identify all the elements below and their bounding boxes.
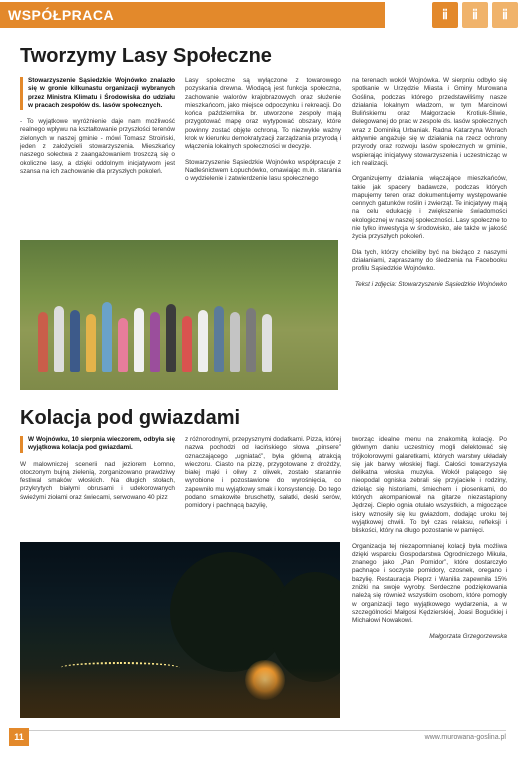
photo-credit: Tekst i zdjęcia: Stowarzyszenie Sąsiedzkie Wojnówko: [354, 280, 507, 288]
ground-glow: [20, 668, 340, 718]
person-figure: [118, 318, 128, 372]
paragraph: Organizacja tej niezapomnianej kolacji była możliwa dzięki wsparciu Gospodarstwa Ogrodniczego Mikuła, znanego jako „Pan Pomidor”, które dostarczyło pachnące i soczyste pomidory, czosnek, oregano i bazylię. Restauracja Pieprz i Wanilia zapewniła 15% zniżki na swoje wyroby. Serdeczne podziękowania należą się również wszystkim osobom, które pomogły w organizacji tego wyjątkowego wydarzenia, a w szczególności Małgosi Kędzierskiej, Joasi Bogućkiej i Michałowi Nowakowi.: [352, 542, 507, 625]
article-title: Kolacja pod gwiazdami: [20, 407, 241, 429]
article2-column-3: [352, 436, 507, 722]
paragraph: z różnorodnymi, przepysznymi dodatkami. Pizza, której nazwa pochodzi od łacińskiego słowa „pinsere” oznaczającego „ugniatać”, była główną atrakcją wieczoru. Ciasto na pizzę, przygotowane z drożdży, białej mąki i oliwy z oliwek, zostało starannie wyrobione i pozostawione do wyrośnięcia, co zapewniło mu wyjątkowy smak i konsystencję. Do tego podano smakowite bruschetty, sałatki, deski serów, pomidory i pachnącą bazylię,: [185, 436, 341, 510]
paragraph: Stowarzyszenie Sąsiedzkie Wojnówko współpracuje z Nadleśnictwem Łopuchówko, omawiając m.in. starania o wydzielenie i zatwierdzenie lasu społecznego: [185, 158, 341, 183]
person-figure: [70, 310, 80, 372]
article2-column-2: [185, 436, 341, 540]
person-figure: [182, 316, 192, 372]
section-label: WSPÓŁPRACA: [8, 7, 115, 23]
person-figure: [102, 302, 112, 372]
paragraph: W malowniczej scenerii nad jeziorem Łomno, otoczonym bujną zielenią, zorganizowano prawdziwy festiwal smaków włoskich. Na długich stołach, przykrytych białymi obrusami i udekorowanych świeżymi ziołami oraz świecami, serwowano 40 pizz: [20, 460, 175, 501]
paragraph: - To wyjątkowe wyróżnienie daje nam możliwość realnego wpływu na kształtowanie przyszłości terenów zielonych w naszej gminie - mówi Tomasz Stroiński, jeden z założycieli stowarzyszenia. Mieszkańcy naszego sołectwa z zaangażowaniem troszczą się o okoliczne lasy, a dzięki oddolnym inicjatywom jest szansa na ich zachowanie dla przyszłych pokoleń.: [20, 118, 175, 175]
group-photo: [20, 240, 338, 390]
article-lead: W Wojnówku, 10 sierpnia wieczorem, odbyła się wyjątkowa kolacja pod gwiazdami.: [20, 436, 175, 453]
person-figure: [246, 308, 256, 372]
article1-column-1: [20, 77, 175, 237]
article-title: Tworzymy Lasy Społeczne: [20, 45, 272, 67]
author-credit: Małgorzata Grzegorzewska: [429, 632, 507, 640]
paragraph: tworząc idealne menu na znakomitą kolację. Po głównym daniu uczestnicy mogli delektować się trójkolorowymi galaretkami, których warstwy układały się jak barwy włoskiej flagi. Całości towarzyszyła delikatna włoska muzyka. Wokół palącego się nieopodal ogniska zebrali się przyjaciele i rodziny, dzieląc się historiami, śmiechem i piosenkami, do których akompaniował na gitarze niezastąpiony Jędrzej. Ciepło ognia otulało wszystkich, a migoczące iskry wznosiły się ku gwiazdom, dodając uroku tej wyjątkowej chwili. To był czas relaksu, refleksji i bliskości, który na długo pozostanie w pamięci.: [352, 436, 507, 535]
person-figure: [230, 312, 240, 372]
article2-column-1: [20, 436, 175, 540]
website-link[interactable]: www.murowana-goslina.pl: [424, 734, 506, 741]
person-figure: [134, 308, 144, 372]
person-figure: [150, 312, 160, 372]
person-figure: [86, 314, 96, 372]
people-icon: ⅱ: [492, 2, 518, 28]
person-figure: [166, 304, 176, 372]
paragraph: Lasy społeczne są wyłączone z towarowego pozyskania drewna. Wiodącą jest funkcja społeczna, zachowanie walorów krajobrazowych oraz służenie mieszkańcom, jako miejsce odpoczynku i rekreacji. Do końca października br. utworzone zespoły mają przygotować mapę oraz wytypować obszary, które powinny zostać objęte ochroną. To niezwykle ważny krok w kierunku demokratyzacji zarządzania przyrodą i włączenia lokalnych społeczności w decyzje.: [185, 77, 341, 151]
page-number: 11: [9, 728, 29, 746]
people-icon: ⅱ: [462, 2, 488, 28]
article1-column-2: [185, 77, 341, 237]
night-dinner-photo: [20, 542, 340, 718]
article1-column-3: [352, 77, 507, 395]
header-icons: [432, 2, 518, 28]
person-figure: [198, 310, 208, 372]
person-figure: [38, 312, 48, 372]
people-icon: ⅱ: [432, 2, 458, 28]
person-figure: [262, 314, 272, 372]
footer-divider: [20, 730, 506, 731]
paragraph: na terenach wokół Wojnówka. W sierpniu odbyło się spotkanie w Urzędzie Miasta i Gminy Murowana Goślina, podczas którego przedstawiliśmy nasze działania lokalnym władzom, w tym Marcinowi Bulińskiemu oraz Małgorzacie Krotiuk-Śliwie, delegowanej do prac w zespole ds. lasów społecznych wraz z Dominiką Urbaniak. Radna Katarzyna Worach aktywnie angażuje się w działania na rzecz ochrony przyrody oraz rozwoju lasów społecznych w gminie, wspierając inicjatywy stowarzyszenia i uczestnicząc w ich realizacji.: [352, 77, 507, 167]
paragraph: Dla tych, którzy chcieliby być na bieżąco z naszymi działaniami, zapraszamy do śledzenia na Facebooku profilu Sąsiedzkie Wojnówko.: [352, 248, 507, 273]
article-lead: Stowarzyszenie Sąsiedzkie Wojnówko znalazło się w gronie kilkunastu organizacji wybranych przez Ministra Klimatu i Środowiska do udziału w pracach zespołów ds. lasów społecznych.: [20, 77, 175, 110]
person-figure: [214, 306, 224, 372]
paragraph: Organizujemy działania włączające mieszkańców, takie jak spacery badawcze, podczas których mapujemy teren oraz dokumentujemy występowanie cennych gatunków roślin i zwierząt. Te inicjatywy mają na celu edukację i zwiększenie świadomości ekologicznej w naszej społeczności. Lasy społeczne to nie tylko inwestycja w środowisko, ale także w jakość życia przyszłych pokoleń.: [352, 175, 507, 241]
section-banner: [0, 2, 385, 28]
person-figure: [54, 306, 64, 372]
